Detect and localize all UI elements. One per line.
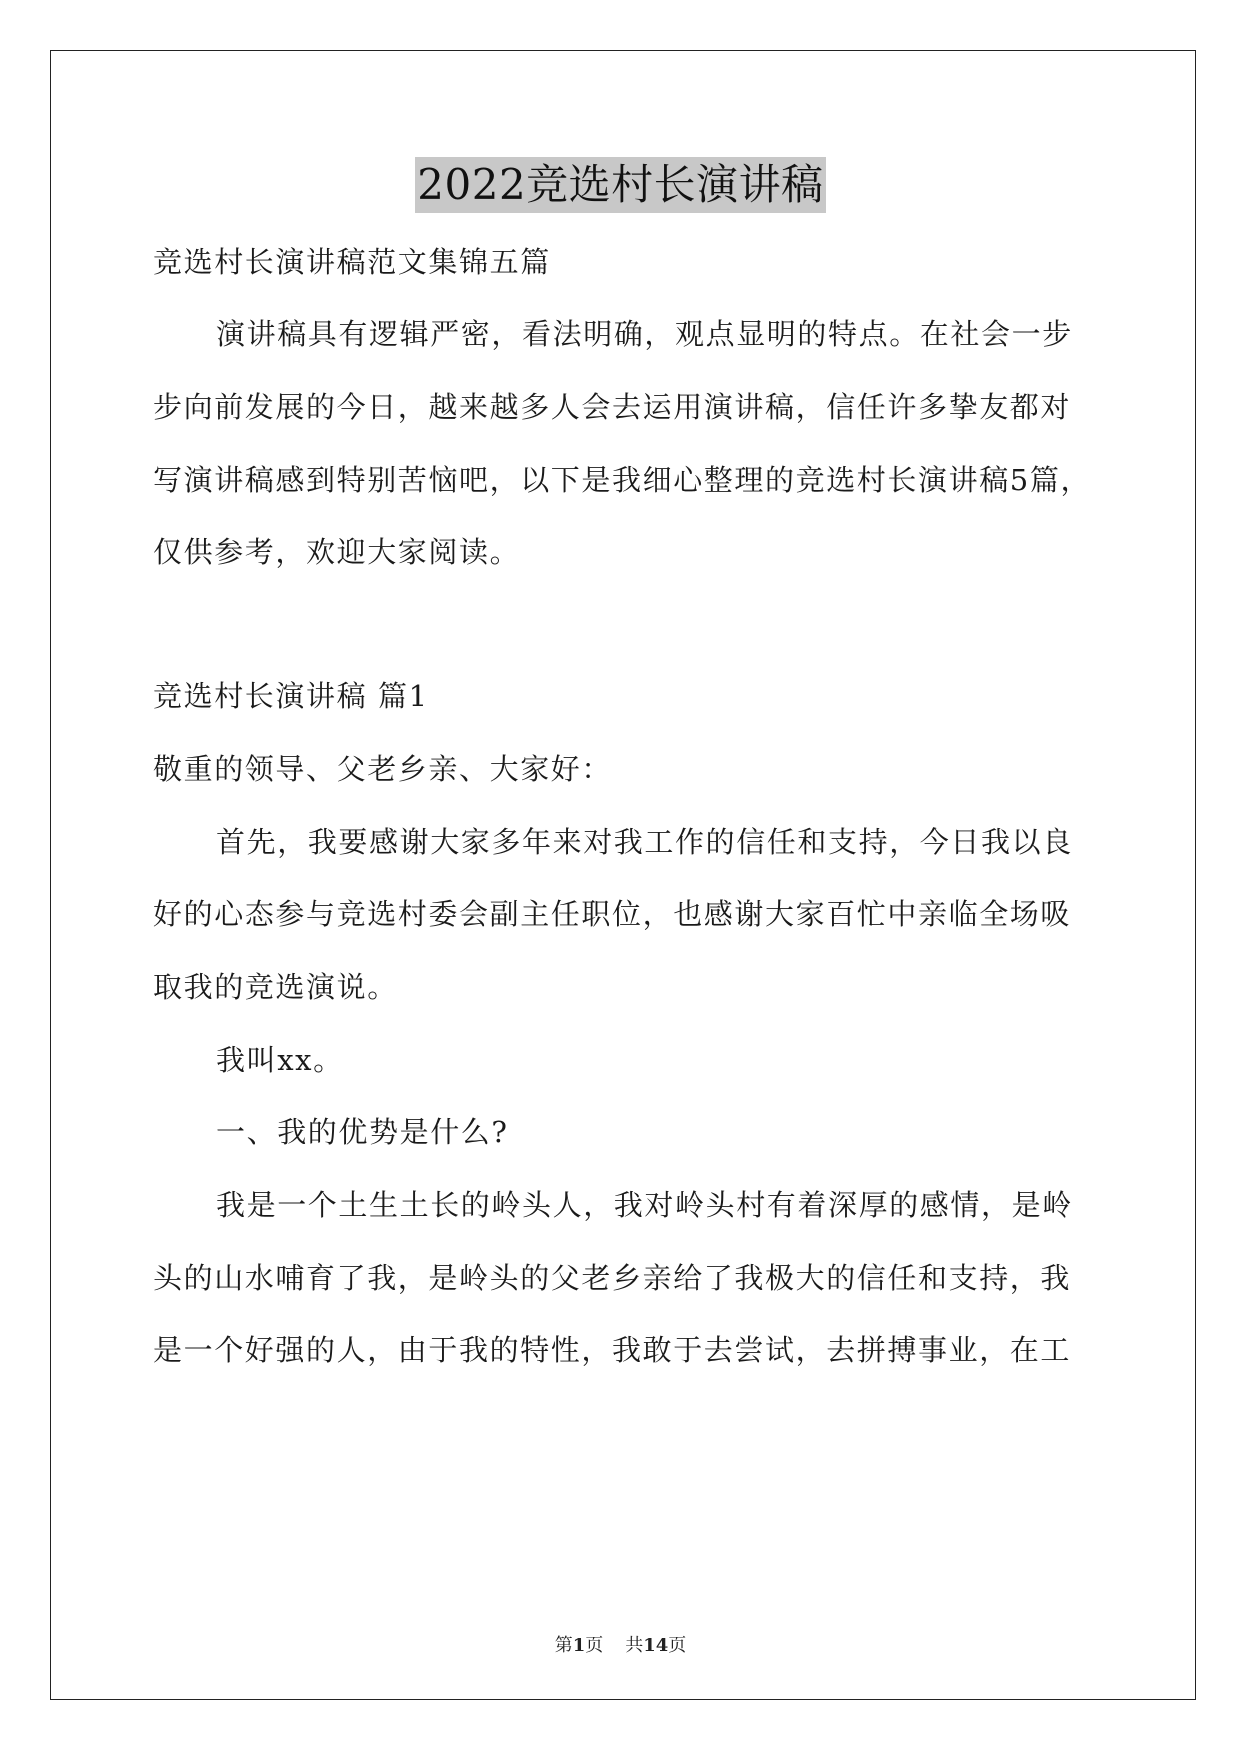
document-title: 2022竞选村长演讲稿 [415,157,825,213]
total-suffix: 页 [668,1635,687,1656]
page-border [50,50,1196,1700]
body-line: 头的山水哺育了我，是岭头的父老乡亲给了我极大的信任和支持，我 [153,1261,1072,1295]
body-line: 取我的竞选演说。 [153,970,398,1004]
list-heading: 一、我的优势是什么? [216,1115,509,1149]
total-pages: 14 [643,1635,669,1656]
title-container [0,157,1241,213]
section-heading: 竞选村长演讲稿 篇1 [153,679,429,713]
body-line: 演讲稿具有逻辑严密，看法明确，观点显明的特点。在社会一步 [216,317,1073,351]
body-line: 写演讲稿感到特别苦恼吧，以下是我细心整理的竞选村长演讲稿5篇， [153,463,1092,497]
page-prefix: 第 [554,1635,573,1656]
body-line: 好的心态参与竞选村委会副主任职位，也感谢大家百忙中亲临全场吸 [153,897,1072,931]
body-line: 我是一个土生土长的岭头人，我对岭头村有着深厚的感情，是岭 [216,1188,1073,1222]
subtitle-line: 竞选村长演讲稿范文集锦五篇 [153,245,551,279]
page-footer [0,1634,1241,1658]
page-suffix: 页 [585,1635,604,1656]
salutation-line: 敬重的领导、父老乡亲、大家好： [153,752,613,786]
body-line: 是一个好强的人，由于我的特性，我敢于去尝试，去拼搏事业，在工 [153,1333,1072,1367]
body-line: 仅供参考，欢迎大家阅读。 [153,535,521,569]
total-prefix: 共 [625,1635,644,1656]
body-line: 我叫xx。 [216,1043,344,1077]
body-line: 步向前发展的今日，越来越多人会去运用演讲稿，信任许多挚友都对 [153,390,1072,424]
page-number: 1 [572,1635,586,1656]
body-line: 首先，我要感谢大家多年来对我工作的信任和支持，今日我以良 [216,825,1073,859]
